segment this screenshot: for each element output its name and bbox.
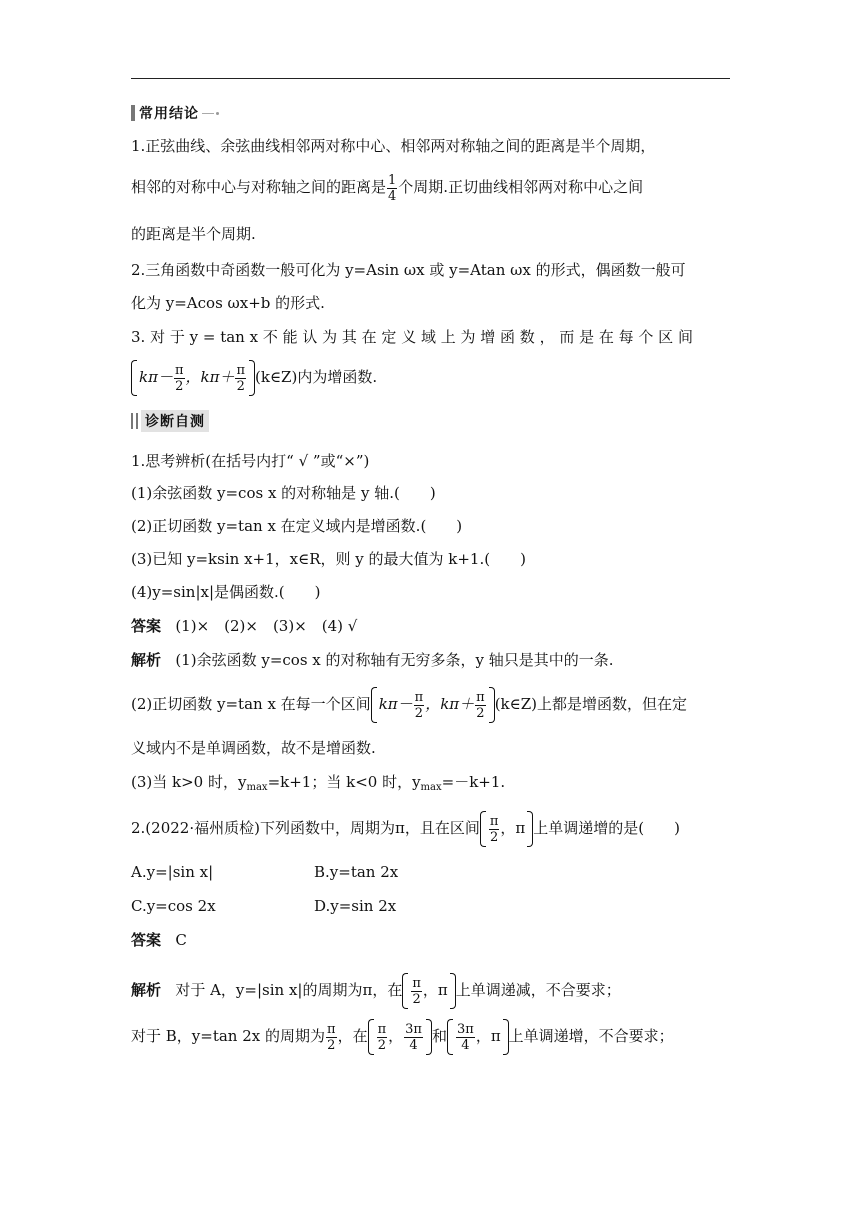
section-title: 诊断自测 [141,410,209,432]
text: 对于 A，y=|sin x|的周期为π，在 [175,981,403,999]
fraction [404,1022,423,1053]
text: (1)余弦函数 y=cos x 的对称轴有无穷多条，y 轴只是其中的一条. [175,651,614,669]
fraction [326,1022,337,1053]
question-1-item-1: (1)余弦函数 y=cos x 的对称轴是 y 轴.( ) [131,484,436,502]
header-bar [136,413,138,429]
conclusion-1-line-3: 的距离是半个周期. [131,225,256,243]
denominator: 2 [327,1037,336,1053]
header-dot [216,112,219,115]
conclusion-3-line-2 [131,357,377,397]
text: 相邻的对称中心与对称轴之间的距离是 [131,178,387,196]
conclusion-2-line-2: 化为 y=Acos ωx+b 的形式. [131,294,325,312]
section-title: 常用结论 [139,106,199,122]
denominator: 2 [236,378,245,394]
left-bracket [368,1019,374,1055]
option-d: D.y=sin 2x [314,897,397,915]
numerator: π [489,813,499,829]
text: ，π [475,1027,501,1045]
text: kπ－ [139,368,173,386]
subscript: max [246,782,268,793]
left-bracket [480,811,486,847]
denominator: 2 [412,991,421,1007]
numerator: π [412,975,421,991]
denominator: 4 [388,188,397,204]
numerator: π [174,362,184,378]
question-1-analysis-3 [131,772,505,798]
left-bracket [447,1019,453,1055]
question-1-answer [131,616,357,636]
section-header-diagnosis [131,412,209,430]
question-1-item-4: (4)y=sin|x|是偶函数.( ) [131,583,321,601]
answer-label: 答案 [131,931,162,949]
numerator: π [377,1021,387,1037]
text: ，kπ＋ [425,695,475,713]
left-bracket [131,360,137,396]
conclusion-3-line-1: 3. 对 于 y = tan x 不 能 认 为 其 在 定 义 域 上 为 增 函 数 ， 而 是 在 每 个 区 间 [131,328,693,346]
text: 个周期.正切曲线相邻两对称中心之间 [398,178,644,196]
text: kπ－ [378,695,413,713]
text: 上单调递减，不合要求； [455,981,621,999]
text: (k∈Z)内为增函数. [255,368,378,386]
question-1-item-2: (2)正切函数 y=tan x 在定义域内是增函数.( ) [131,517,463,535]
question-2-stem [131,808,680,848]
numerator: 3π [405,1021,422,1037]
fraction [489,814,500,845]
fraction [411,976,422,1007]
analysis-label: 解析 [131,981,162,999]
fraction [387,173,397,204]
question-1-item-3: (3)已知 y=ksin x+1，x∈R，则 y 的最大值为 k+1.( ) [131,550,526,568]
text: (2)正切函数 y=tan x 在每一个区间 [131,695,371,713]
header-bar [131,105,135,121]
subscript: max [420,782,442,793]
fraction [456,1022,475,1053]
conclusion-1-line-1: 1.正弦曲线、余弦曲线相邻两对称中心、相邻两对称轴之间的距离是半个周期， [131,137,656,155]
answer-value: C [175,931,187,949]
text: (3)当 k>0 时，y [131,773,247,791]
answer-label: 答案 [131,617,162,635]
header-bar [131,413,133,429]
left-bracket [371,687,377,723]
denominator: 4 [461,1037,470,1053]
numerator: π [414,689,424,705]
option-a: A.y=|sin x| [131,863,214,881]
section-header-common [131,104,219,122]
fraction [414,690,425,721]
fraction [174,363,185,394]
question-2-analysis-2: 对于 B，y=tan 2x 的周期为 $\frac{\pi}{2}$ ，在 $\frac{\pi}{2}$ ， $\frac{3\pi}{4}$ 和 $\frac{3\pi}{4}$ ，π 上单调递增，不合要求； [131,1016,674,1056]
numerator: 1 [388,172,397,188]
text: 对于 B，y=tan 2x 的周期为 [131,1027,326,1045]
conclusion-2-line-1: 2.三角函数中奇函数一般可化为 y=Asin ωx 或 y=Atan ωx 的形式，偶函数一般可 [131,261,686,279]
left-bracket [402,973,408,1009]
question-1-title: 1.思考辨析(在括号内打“ √ ”或“×”) [131,452,370,470]
text: ，kπ＋ [185,368,235,386]
numerator: π [236,362,245,378]
question-2-answer [131,930,187,950]
question-2-analysis-1 [131,970,621,1010]
denominator: 2 [476,705,485,721]
numerator: π [476,689,485,705]
denominator: 2 [414,705,424,721]
question-1-analysis-1 [131,650,614,670]
question-1-analysis-2b: 义域内不是单调函数，故不是增函数. [131,739,376,757]
denominator: 2 [489,829,499,845]
header-trail [202,113,214,114]
fraction [377,1022,388,1053]
numerator: 3π [456,1021,474,1037]
text: 和 [431,1027,447,1045]
text: 2.(2022·福州质检)下列函数中，周期为π，且在区间 [131,819,480,837]
text: ，在 [337,1027,368,1045]
numerator: π [327,1021,336,1037]
denominator: 2 [175,378,184,394]
text: ，π [500,819,526,837]
top-rule [131,78,730,79]
option-b: B.y=tan 2x [314,863,399,881]
text: 上单调递增的是( ) [533,819,680,837]
text: 上单调递增，不合要求； [508,1027,674,1045]
text: ，π [422,981,448,999]
denominator: 2 [377,1037,386,1053]
question-1-analysis-2 [131,684,687,724]
text: =－k+1. [441,773,506,791]
text: =k+1；当 k<0 时，y [267,773,421,791]
text: (k∈Z)上都是增函数，但在定 [494,695,688,713]
answer-value: (1)× (2)× (3)× (4) √ [175,617,358,635]
fraction [235,363,246,394]
analysis-label: 解析 [131,651,162,669]
option-c: C.y=cos 2x [131,897,216,915]
denominator: 4 [409,1037,418,1053]
fraction [475,690,486,721]
conclusion-1-line-2 [131,170,643,204]
